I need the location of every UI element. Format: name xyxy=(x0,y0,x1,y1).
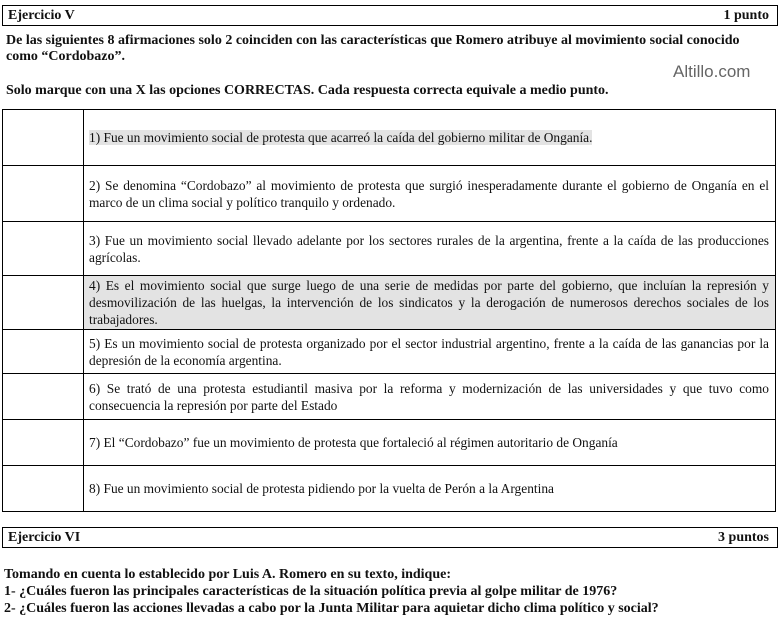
option-row xyxy=(3,166,776,222)
answer-checkbox-6[interactable] xyxy=(3,374,84,420)
exercise-5-header xyxy=(2,5,778,26)
option-7-label: 7) El “Cordobazo” fue un movimiento de protesta que fortaleció al régimen autoritario de Onganía xyxy=(84,420,776,466)
option-row xyxy=(3,222,776,276)
option-2-label: 2) Se denomina “Cordobazo” al movimiento de protesta que surgió inesperadamente durante el gobierno de Onganía en el marco de un clima social y político tranquilo y ordenado. xyxy=(84,166,776,222)
option-row xyxy=(3,420,776,466)
question-1: 1- ¿Cuáles fueron las principales características de la situación política previa al golpe militar de 1976? xyxy=(4,584,618,599)
exercise-6-header xyxy=(2,527,778,548)
answer-checkbox-4[interactable] xyxy=(3,276,84,330)
exercise-6-lead: Tomando en cuenta lo establecido por Luis A. Romero en su texto, indique: xyxy=(4,567,452,582)
answer-checkbox-1[interactable] xyxy=(3,110,84,166)
option-row xyxy=(3,374,776,420)
answer-checkbox-7[interactable] xyxy=(3,420,84,466)
exercise-5-intro: De las siguientes 8 afirmaciones solo 2 coinciden con las características que Romero atribuye al movimiento social conocido como “Cordobazo”. xyxy=(6,33,740,64)
options-table xyxy=(2,109,776,512)
option-3-label: 3) Fue un movimiento social llevado adelante por los sectores rurales de la argentina, frente a la caída de las producciones agrícolas. xyxy=(84,222,776,276)
exercise-5-instruction: Solo marque con una X las opciones CORRECTAS. Cada respuesta correcta equivale a medio punto. xyxy=(6,83,609,98)
option-8-label: 8) Fue un movimiento social de protesta pidiendo por la vuelta de Perón a la Argentina xyxy=(84,466,776,512)
answer-checkbox-2[interactable] xyxy=(3,166,84,222)
option-6-label: 6) Se trató de una protesta estudiantil masiva por la reforma y modernización de las universidades y que tuvo como consecuencia la represión por parte del Estado xyxy=(84,374,776,420)
option-4-label: 4) Es el movimiento social que surge luego de una serie de medidas por parte del gobierno, que incluían la represión y desmovilización de las huelgas, la intervención de los sindicatos y la derogación de numerosos derechos sociales de los trabajadores. xyxy=(84,276,776,330)
exercise-6-title: Ejercicio VI xyxy=(8,530,81,545)
option-row xyxy=(3,330,776,374)
answer-checkbox-3[interactable] xyxy=(3,222,84,276)
exercise-5-title: Ejercicio V xyxy=(8,8,75,23)
option-5-label: 5) Es un movimiento social de protesta organizado por el sector industrial argentino, frente a la caída de las ganancias por la depresión de la economía argentina. xyxy=(84,330,776,374)
watermark-logo: Altillo.com xyxy=(673,62,751,81)
option-text xyxy=(84,110,776,166)
option-row xyxy=(3,110,776,166)
exercise-5-points: 1 punto xyxy=(723,8,769,23)
option-1-label: 1) Fue un movimiento social de protesta que acarreó la caída del gobierno militar de Onganía. xyxy=(89,130,593,145)
option-row xyxy=(3,276,776,330)
option-row xyxy=(3,466,776,512)
exercise-6-points: 3 puntos xyxy=(718,530,769,545)
answer-checkbox-5[interactable] xyxy=(3,330,84,374)
answer-checkbox-8[interactable] xyxy=(3,466,84,512)
question-2: 2- ¿Cuáles fueron las acciones llevadas a cabo por la Junta Militar para aquietar dicho clima político y social? xyxy=(4,601,659,616)
